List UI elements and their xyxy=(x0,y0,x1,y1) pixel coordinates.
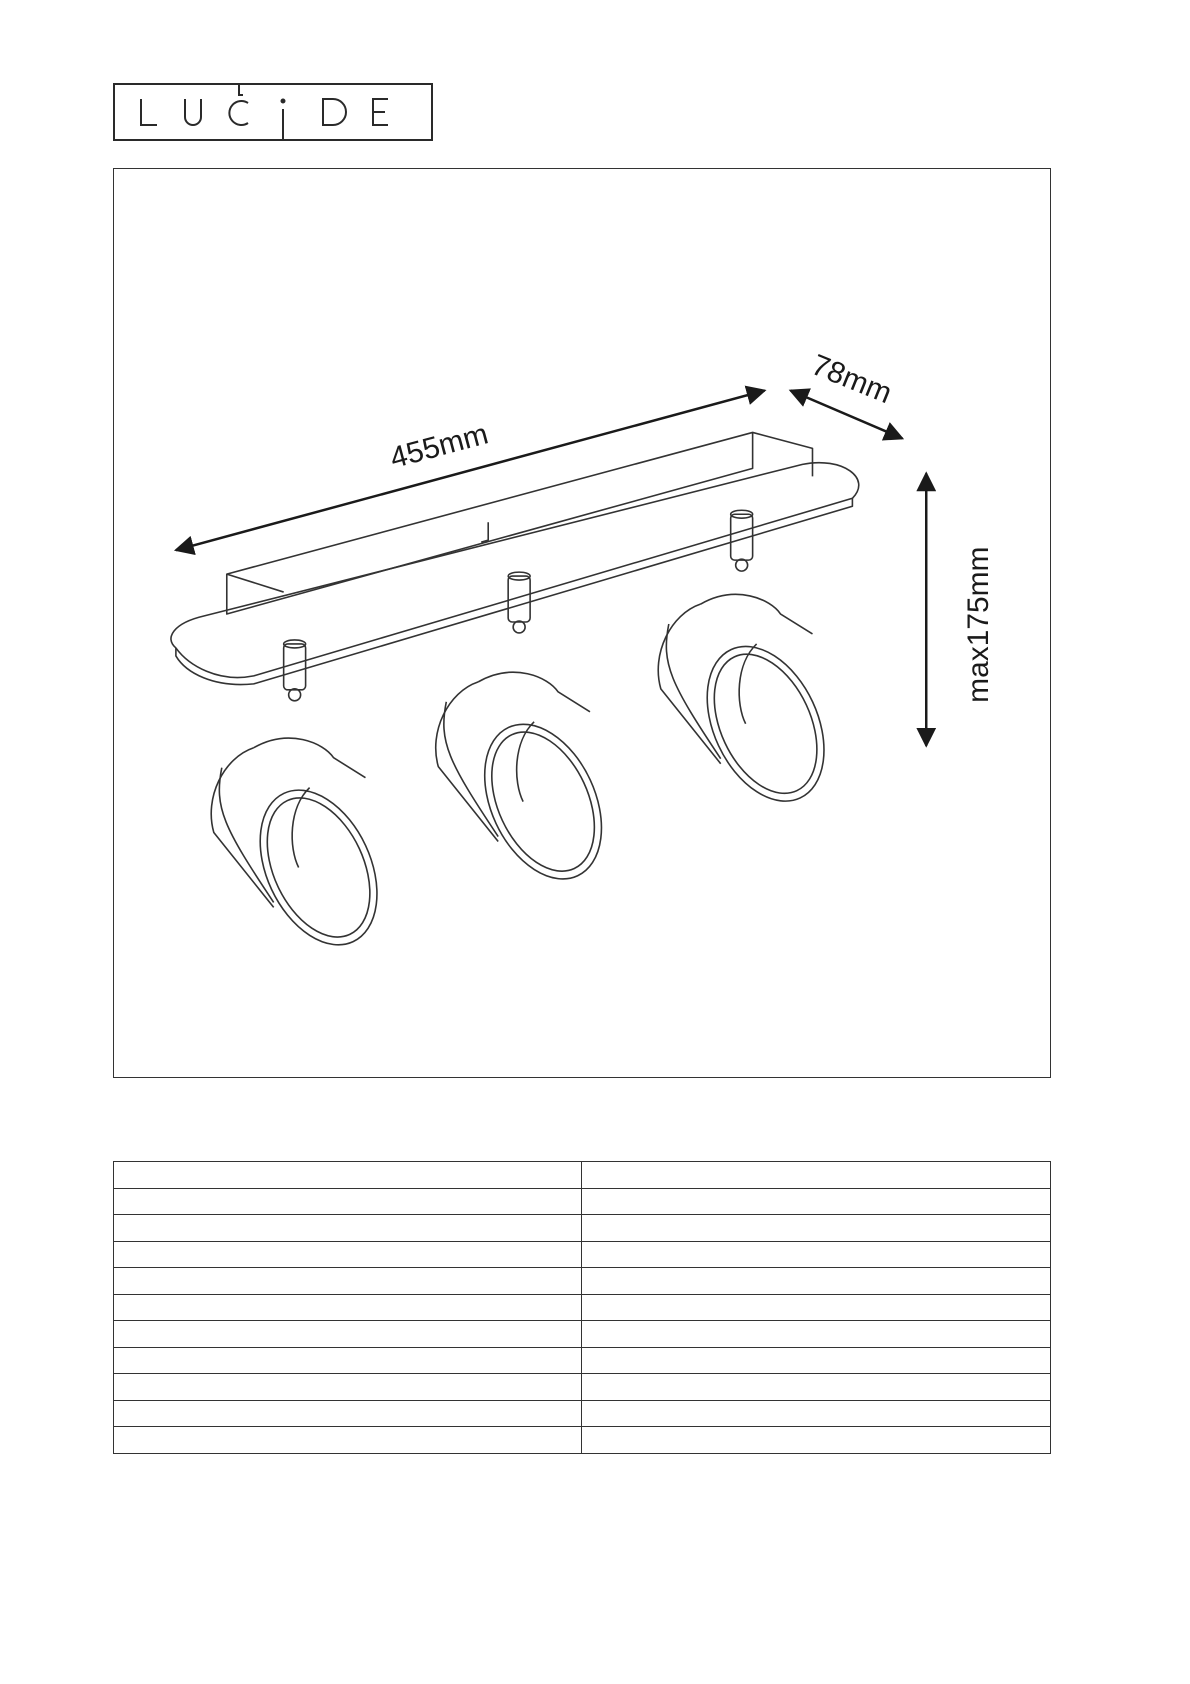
table-row xyxy=(114,1188,1051,1215)
spec-value-cell xyxy=(582,1294,1051,1321)
spec-label-cell xyxy=(114,1374,582,1401)
table-row xyxy=(114,1347,1051,1374)
lucide-wordmark-logo-icon xyxy=(113,83,433,141)
brand-logo xyxy=(113,83,433,141)
table-row xyxy=(114,1162,1051,1189)
spec-value-cell xyxy=(582,1162,1051,1189)
width-label: 78mm xyxy=(806,348,897,411)
spec-value-cell xyxy=(582,1188,1051,1215)
technical-drawing xyxy=(113,168,1051,1078)
spec-value-cell xyxy=(582,1321,1051,1348)
table-row xyxy=(114,1374,1051,1401)
spec-label-cell xyxy=(114,1294,582,1321)
spec-value-cell xyxy=(582,1347,1051,1374)
spec-value-cell xyxy=(582,1427,1051,1454)
spec-value-cell xyxy=(582,1400,1051,1427)
length-label: 455mm xyxy=(386,417,492,476)
spec-label-cell xyxy=(114,1188,582,1215)
spec-label-cell xyxy=(114,1241,582,1268)
spec-table xyxy=(113,1161,1051,1454)
spot-1 xyxy=(211,640,400,964)
spec-label-cell xyxy=(114,1215,582,1242)
spec-value-cell xyxy=(582,1268,1051,1295)
spec-label-cell xyxy=(114,1162,582,1189)
table-row xyxy=(114,1294,1051,1321)
table-row xyxy=(114,1268,1051,1295)
spec-value-cell xyxy=(582,1374,1051,1401)
height-label: max175mm xyxy=(962,546,996,703)
spec-value-cell xyxy=(582,1215,1051,1242)
spot-3 xyxy=(658,510,847,820)
table-row xyxy=(114,1427,1051,1454)
spotlight-bar-drawing xyxy=(114,169,1050,1077)
table-row xyxy=(114,1400,1051,1427)
spec-label-cell xyxy=(114,1347,582,1374)
mounting-box xyxy=(227,432,753,614)
spec-label-cell xyxy=(114,1321,582,1348)
spec-label-cell xyxy=(114,1400,582,1427)
table-row xyxy=(114,1321,1051,1348)
spec-label-cell xyxy=(114,1268,582,1295)
length-arrow xyxy=(176,391,765,551)
spec-label-cell xyxy=(114,1427,582,1454)
table-row xyxy=(114,1241,1051,1268)
table-row xyxy=(114,1215,1051,1242)
spec-value-cell xyxy=(582,1241,1051,1268)
